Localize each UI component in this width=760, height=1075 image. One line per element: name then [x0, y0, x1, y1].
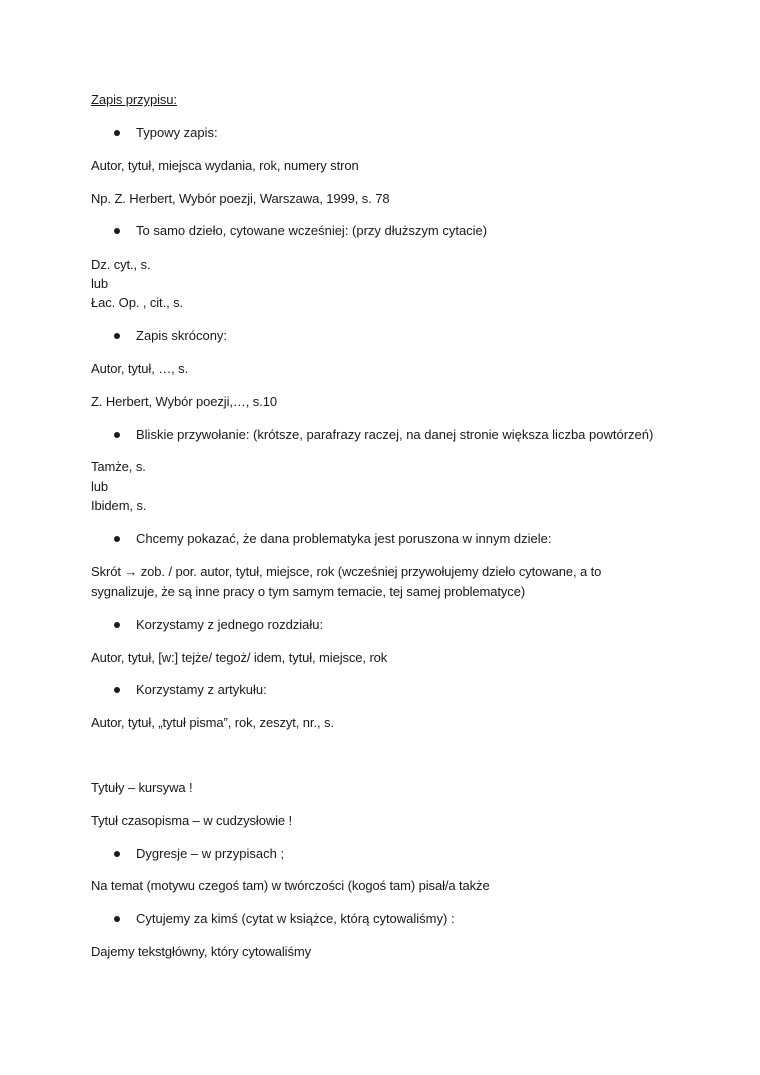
- bullet-icon: [114, 333, 120, 339]
- text-line: Dz. cyt., s.: [91, 257, 151, 272]
- bullet-item: [114, 616, 323, 634]
- text-line: Autor, tytuł, „tytuł pisma”, rok, zeszyt, nr., s.: [91, 715, 334, 730]
- bullet-icon: [114, 432, 120, 438]
- bullet-text: Korzystamy z artykułu:: [136, 682, 267, 697]
- bullet-icon: [114, 916, 120, 922]
- bullet-item: [114, 845, 284, 863]
- text-line: Tytuły – kursywa !: [91, 780, 193, 795]
- bullet-icon: [114, 130, 120, 136]
- bullet-icon: [114, 536, 120, 542]
- section-heading: Zapis przypisu:: [91, 92, 177, 107]
- bullet-text: Typowy zapis:: [136, 125, 218, 140]
- text-line: Autor, tytuł, …, s.: [91, 361, 189, 376]
- bullet-item: [114, 530, 552, 548]
- bullet-item: [114, 327, 227, 345]
- text-line: lub: [91, 479, 109, 494]
- bullet-text: Zapis skrócony:: [136, 328, 228, 343]
- text-line: Ibidem, s.: [91, 498, 147, 513]
- bullet-icon: [114, 622, 120, 628]
- text-line: sygnalizuje, że są inne pracy o tym samym temacie, tej samej problematyce): [91, 584, 526, 599]
- bullet-text: Bliskie przywołanie: (krótsze, parafrazy raczej, na danej stronie większa liczba powtórzeń): [136, 427, 654, 442]
- bullet-item: [114, 222, 487, 240]
- text-line: Skrót → zob. / por. autor, tytuł, miejsce, rok (wcześniej przywołujemy dzieło cytowane, a to: [91, 564, 602, 579]
- bullet-icon: [114, 687, 120, 693]
- bullet-text: Dygresje – w przypisach ;: [136, 846, 285, 861]
- bullet-item: [114, 681, 267, 699]
- bullet-item: [114, 124, 218, 142]
- text-line: Autor, tytuł, miejsca wydania, rok, numery stron: [91, 158, 359, 173]
- text-line: lub: [91, 276, 109, 291]
- bullet-text: Cytujemy za kimś (cytat w książce, którą cytowaliśmy) :: [136, 911, 455, 926]
- bullet-item: [114, 426, 653, 444]
- text-line: Tytuł czasopisma – w cudzysłowie !: [91, 813, 293, 828]
- bullet-text: Chcemy pokazać, że dana problematyka jest poruszona w innym dziele:: [136, 531, 552, 546]
- bullet-icon: [114, 228, 120, 234]
- text-line: Z. Herbert, Wybór poezji,…, s.10: [91, 394, 277, 409]
- text-line: Tamże, s.: [91, 459, 146, 474]
- bullet-text: Korzystamy z jednego rozdziału:: [136, 617, 324, 632]
- text-line: Autor, tytuł, [w:] tejże/ tegoż/ idem, tytuł, miejsce, rok: [91, 650, 388, 665]
- bullet-text: To samo dzieło, cytowane wcześniej: (przy dłuższym cytacie): [136, 223, 488, 238]
- bullet-item: [114, 910, 455, 928]
- text-line: Na temat (motywu czegoś tam) w twórczości (kogoś tam) pisał/a także: [91, 878, 490, 893]
- text-line: Łac. Op. , cit., s.: [91, 295, 184, 310]
- bullet-icon: [114, 851, 120, 857]
- text-line: Dajemy tekstgłówny, który cytowaliśmy: [91, 944, 312, 959]
- text-line: Np. Z. Herbert, Wybór poezji, Warszawa, 1999, s. 78: [91, 191, 390, 206]
